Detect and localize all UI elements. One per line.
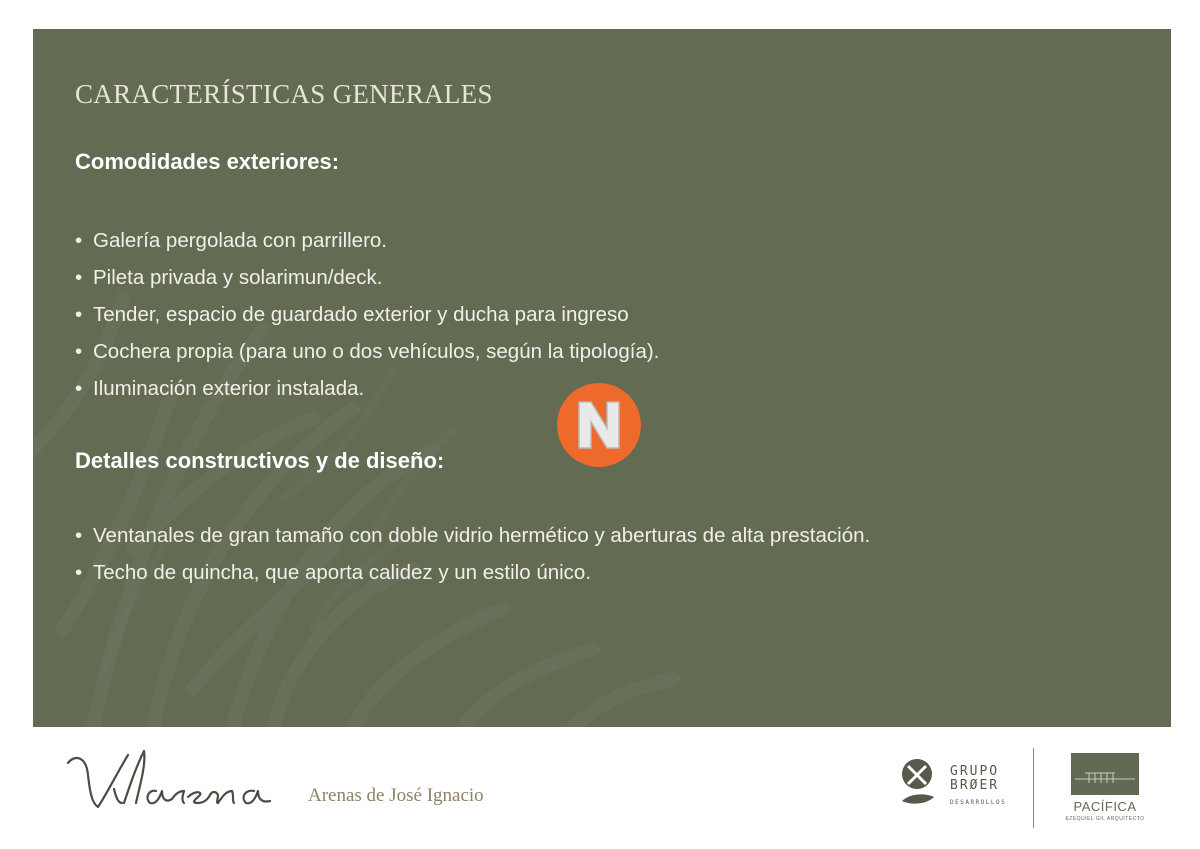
section-heading-exterior: Comodidades exteriores:	[75, 149, 340, 174]
list-item: • Techo de quincha, que aporta calidez y un estilo único.	[75, 561, 592, 584]
list-item: • Iluminación exterior instalada.	[75, 377, 365, 400]
footer-subtitle: Arenas de José Ignacio	[308, 785, 484, 806]
list-item: • Cochera propia (para uno o dos vehículos, según la tipología).	[75, 340, 660, 363]
grupo-broer-wordmark: GRUPO BRØER DESARROLLOS	[950, 764, 1007, 806]
list-item: • Galería pergolada con parrillero.	[75, 229, 387, 252]
pacifica-logo-icon	[1071, 753, 1139, 795]
vilarena-logo	[64, 745, 294, 815]
list-item: • Ventanales de gran tamaño con doble vidrio hermético y aberturas de alta prestación.	[75, 524, 871, 547]
page-title: CARACTERÍSTICAS GENERALES	[75, 79, 493, 109]
grupo-broer-logo-icon	[898, 757, 938, 807]
pacifica-subtitle: EZEQUIEL GIL ARQUITECTO	[1065, 816, 1145, 822]
svg-text:Vilarena: Vilarena	[64, 745, 68, 746]
list-item: • Tender, espacio de guardado exterior y ducha para ingreso	[75, 303, 629, 326]
n-letter-icon	[557, 383, 641, 467]
construction-list	[75, 517, 870, 591]
pacifica-name: PACÍFICA	[1073, 799, 1137, 814]
section-heading-construction: Detalles constructivos y de diseño:	[75, 448, 445, 473]
n-badge-icon[interactable]	[557, 383, 641, 467]
features-panel	[33, 29, 1171, 727]
exterior-list	[75, 222, 659, 407]
footer-divider	[1033, 748, 1034, 828]
list-item: • Pileta privada y solarimun/deck.	[75, 266, 383, 289]
